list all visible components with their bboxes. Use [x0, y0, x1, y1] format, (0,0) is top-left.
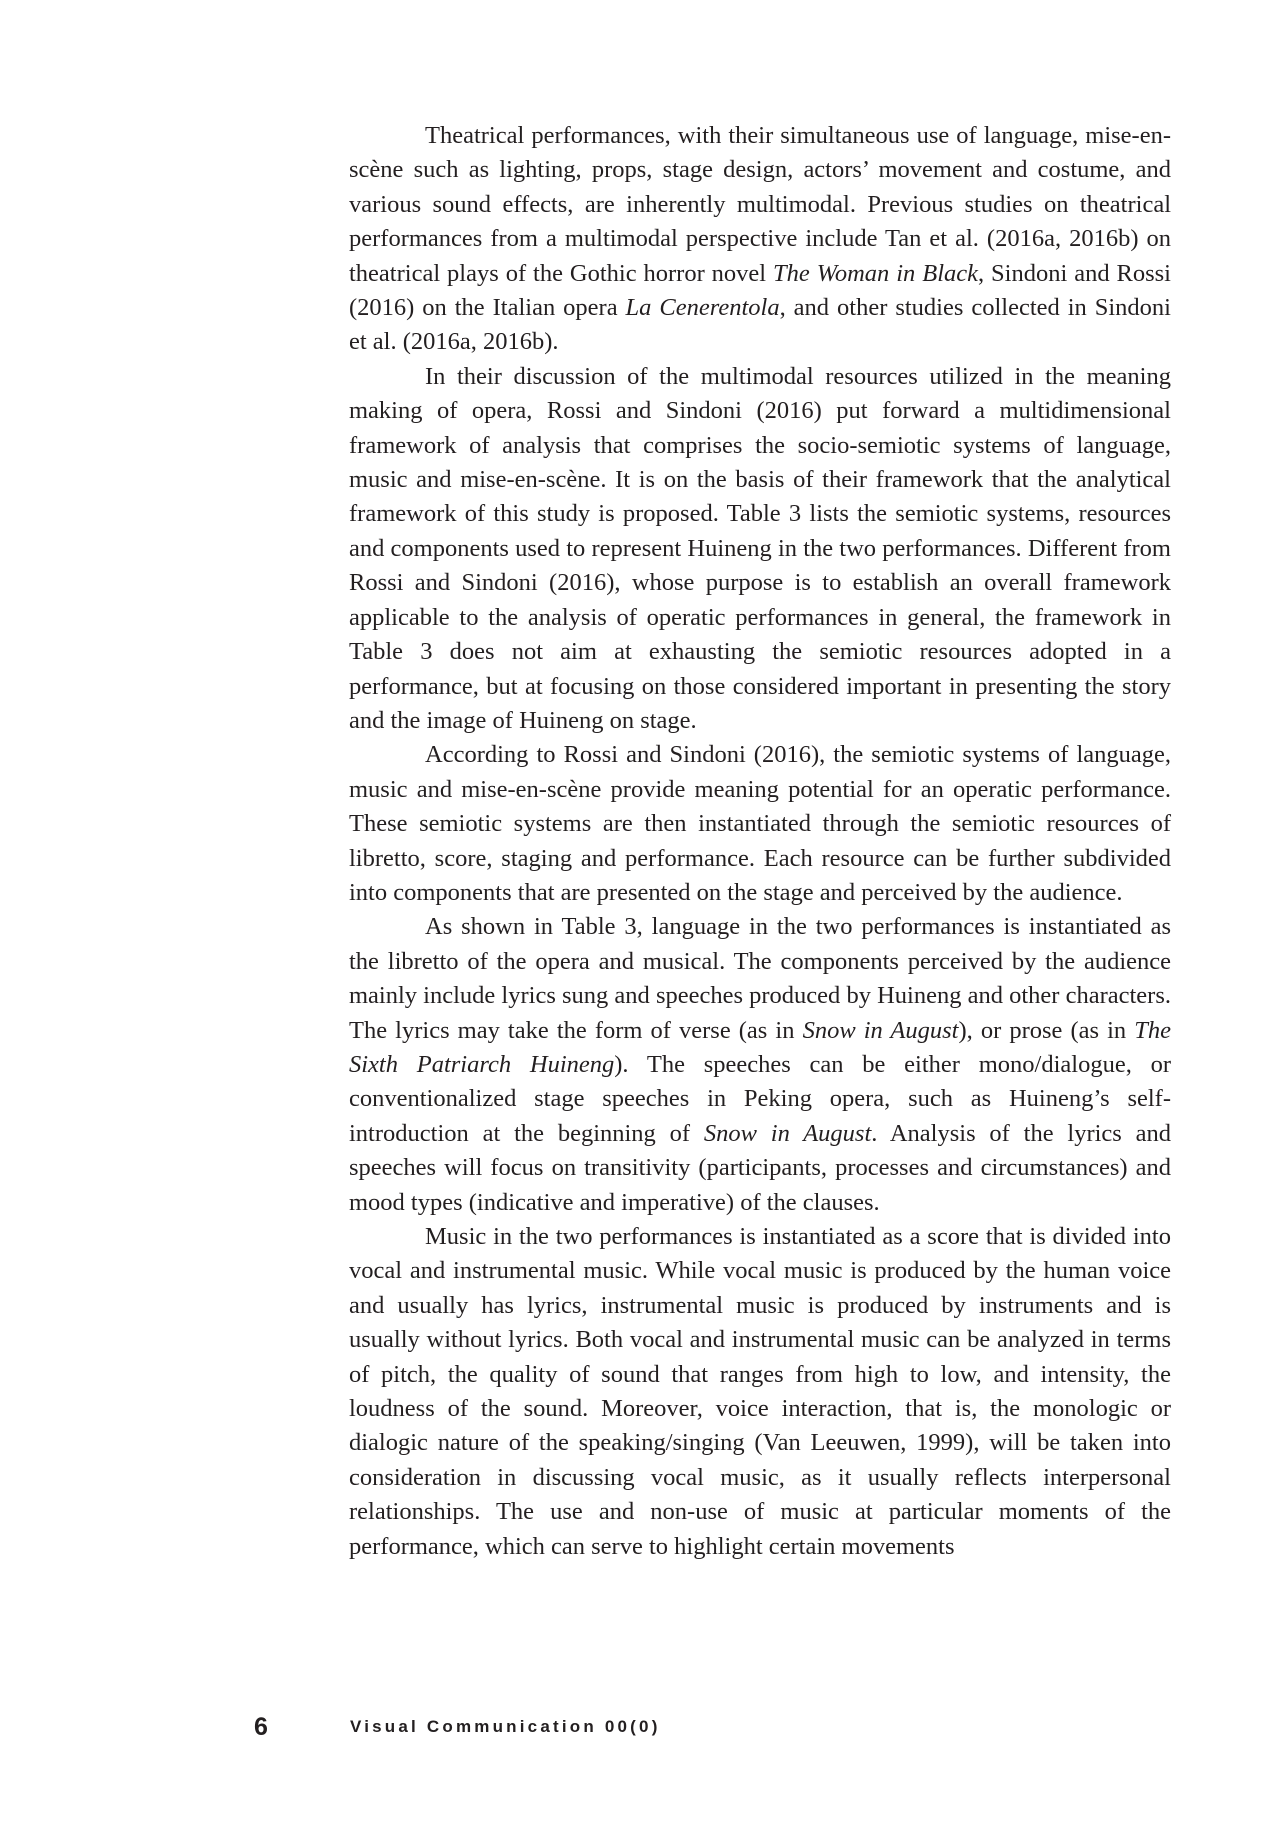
paragraph-1 [349, 119, 1171, 360]
paragraph-3 [349, 738, 1171, 910]
text-segment: , Sindoni and Rossi (2016) on the Italian opera [349, 259, 1171, 322]
paragraph-5 [349, 1220, 1171, 1564]
page-footer [0, 1712, 1285, 1742]
text-segment: In their discussion of the multimodal resources utilized in the meaning making of opera, Rossi and Sindoni (2016) put forward a multidimensional framework of analysis that comprises the socio-semiotic systems of language, music and mise-en-scène. It is on the basis of their framework that the analytical framework of this study is proposed. Table 3 lists the semiotic systems, resources and components used to represent Huineng in the two performances. Different from Rossi and Sindoni (2016), whose purpose is to establish an overall framework applicable to the analysis of operatic performances in general, the framework in Table 3 does not aim at exhausting the semiotic resources adopted in a performance, but at focusing on those considered important in presenting the story and the image of Huineng on stage. [349, 362, 1171, 734]
paragraph-4 [349, 910, 1171, 1220]
text-segment: According to Rossi and Sindoni (2016), the semiotic systems of language, music and mise-en-scène provide meaning potential for an operatic performance. These semiotic systems are then instantiated through the semiotic resources of libretto, score, staging and performance. Each resource can be further subdivided into components that are presented on the stage and perceived by the audience. [349, 741, 1171, 906]
italic-title-sixth-patriarch: The Sixth Patriarch Huineng [349, 1016, 1171, 1078]
italic-title-snow-in-august: Snow in August [802, 1016, 959, 1044]
body-text [349, 119, 1171, 1564]
text-segment: . Analysis of the lyrics and speeches will focus on transitivity (participants, processes and circumstances) and mood types (indicative and imperative) of the clauses. [349, 1119, 1172, 1216]
page-number: 6 [254, 1713, 268, 1741]
text-segment: Theatrical performances, with their simultaneous use of language, mise-en-scène such as lighting, props, stage design, actors’ movement and costume, and various sound effects, are inherently multimodal. Previous studies on theatrical performances from a multimodal perspective include Tan et al. (2016a, 2016b) on theatrical plays of the Gothic horror novel [349, 122, 1171, 287]
text-segment: Music in the two performances is instantiated as a score that is divided into vocal and instrumental music. While vocal music is produced by the human voice and usually has lyrics, instrumental music is produced by instruments and is usually without lyrics. Both vocal and instrumental music can be analyzed in terms of pitch, the quality of sound that ranges from high to low, and intensity, the loudness of the sound. Moreover, voice interaction, that is, the monologic or dialogic nature of the speaking/singing (Van Leeuwen, 1999), will be taken into consideration in discussing vocal music, as it usually reflects interpersonal relationships. The use and non-use of music at particular moments of the performance, which can serve to highlight certain movements [349, 1223, 1171, 1560]
journal-running-footer: Visual Communication 00(0) [350, 1717, 661, 1736]
text-segment: , and other studies collected in Sindoni et al. (2016a, 2016b). [349, 294, 1171, 356]
paragraph-2 [349, 360, 1171, 738]
text-segment: ). The speeches can be either mono/dialogue, or conventionalized stage speeches in Peking opera, such as Huineng’s self-introduction at the beginning of [349, 1050, 1171, 1147]
text-segment: ), or prose (as in [958, 1016, 1135, 1044]
text-segment: As shown in Table 3, language in the two performances is instantiated as the libretto of the opera and musical. The components perceived by the audience mainly include lyrics sung and speeches produced by Huineng and other characters. The lyrics may take the form of verse (as in [349, 913, 1171, 1044]
italic-title-snow-in-august: Snow in August [703, 1119, 872, 1147]
italic-title-woman-in-black: The Woman in Black [773, 259, 978, 287]
italic-title-la-cenerentola: La Cenerentola [625, 294, 780, 322]
